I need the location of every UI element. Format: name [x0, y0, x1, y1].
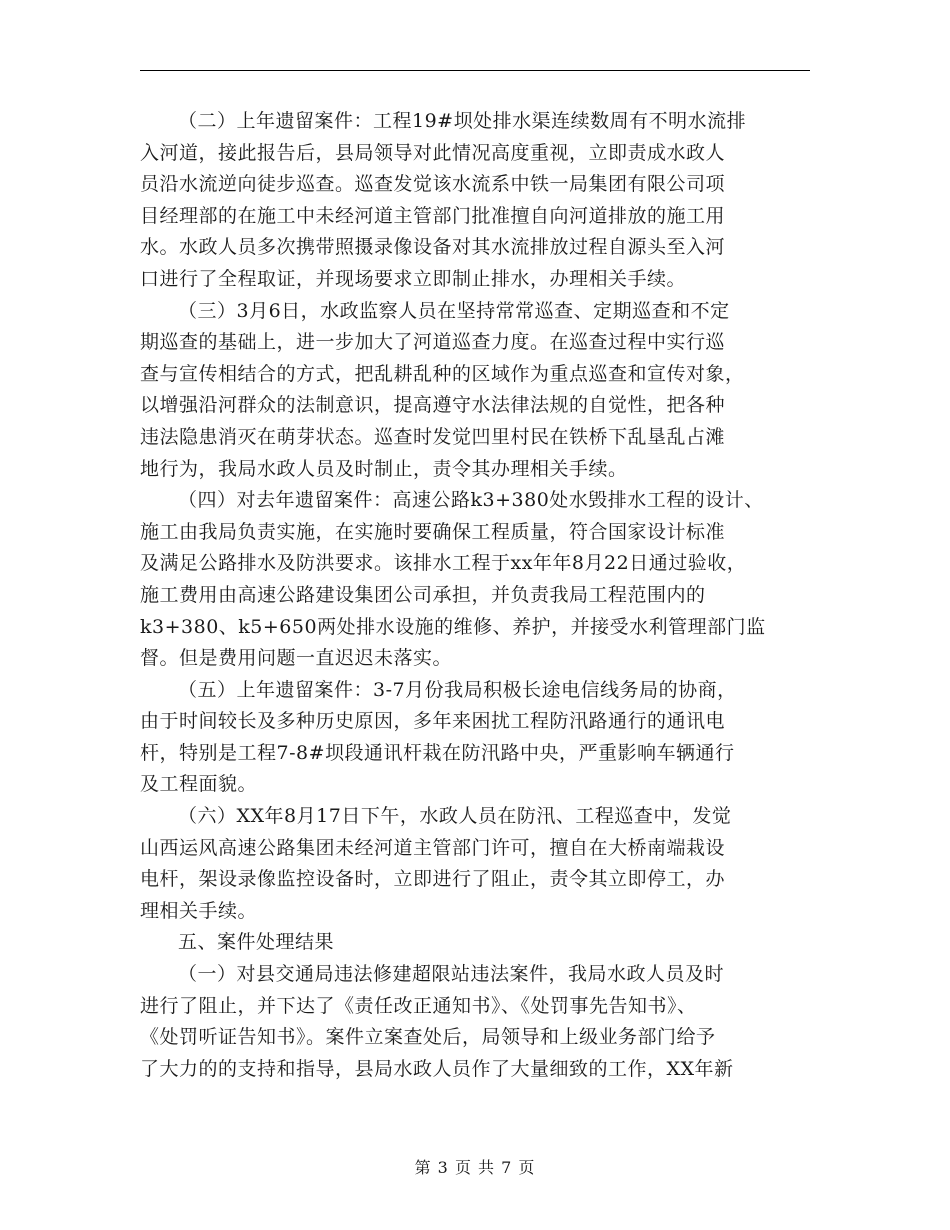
text-line: 地行为，我局水政人员及时制止，责令其办理相关手续。 — [140, 457, 628, 480]
page-footer — [0, 1155, 950, 1178]
text-line: 期巡查的基础上，进一步加大了河道巡查力度。在巡查过程中实行巡 — [140, 331, 726, 354]
section-heading-case-results — [140, 927, 810, 959]
text-line: 查与宣传相结合的方式，把乱耕乱种的区域作为重点巡查和宣传对象， — [140, 362, 745, 385]
header-rule — [140, 70, 810, 71]
text-line: （二）上年遗留案件：工程19#坝处排水渠连续数周有不明水流排 — [178, 110, 747, 132]
text-line: 及工程面貌。 — [140, 773, 258, 796]
page-number: 第 3 页 共 7 页 — [414, 1158, 536, 1177]
text-line: 由于时间较长及多种历史原因，多年来困扰工程防汛路通行的通讯电 — [140, 710, 726, 733]
text-line: 以增强沿河群众的法制意识，提高遵守水法律法规的自觉性，把各种 — [140, 394, 726, 417]
text-line: 违法隐患消灭在萌芽状态。巡查时发觉凹里村民在铁桥下乱垦乱占滩 — [140, 425, 726, 448]
text-line: （三）3月6日，水政监察人员在坚持常常巡查、定期巡查和不定 — [178, 299, 730, 322]
text-line: 进行了阻止，并下达了《责任改正通知书》、《处罚事先告知书》、 — [140, 994, 697, 1017]
paragraph-case-3 — [140, 296, 810, 486]
text-line: 及满足公路排水及防洪要求。该排水工程于xx年年8月22日通过验收， — [140, 552, 747, 575]
text-line: （六）XX年8月17日下午，水政人员在防汛、工程巡查中，发觉 — [178, 805, 732, 828]
text-line: 口进行了全程取证，并现场要求立即制止排水，办理相关手续。 — [140, 267, 687, 290]
text-line: 五、案件处理结果 — [178, 931, 335, 954]
text-line: 目经理部的在施工中未经河道主管部门批准擅自向河道排放的施工用 — [140, 204, 726, 227]
text-line: 电杆，架设录像监控设备时，立即进行了阻止，责令其立即停工，办 — [140, 868, 726, 891]
paragraph-case-2 — [140, 106, 810, 296]
text-line: 施工由我局负责实施，在实施时要确保工程质量，符合国家设计标准 — [140, 520, 726, 543]
text-line: 山西运风高速公路集团未经河道主管部门许可，擅自在大桥南端栽设 — [140, 836, 726, 859]
text-line: （一）对县交通局违法修建超限站违法案件，我局水政人员及时 — [178, 963, 725, 986]
text-line: 《处罚听证告知书》。案件立案查处后，局领导和上级业务部门给予 — [140, 1026, 716, 1049]
text-line: 杆，特别是工程7-8#坝段通讯杆栽在防汛路中央，严重影响车辆通行 — [140, 741, 735, 764]
text-line: 施工费用由高速公路建设集团公司承担，并负责我局工程范围内的 — [140, 583, 706, 606]
paragraph-case-4 — [140, 485, 810, 675]
text-line: 入河道，接此报告后，县局领导对此情况高度重视，立即责成水政人 — [140, 141, 726, 164]
document-body — [140, 106, 810, 1085]
text-line: k3+380、k5+650两处排水设施的维修、养护，并接受水利管理部门监 — [140, 615, 766, 638]
text-line: 督。但是费用问题一直迟迟未落实。 — [140, 647, 453, 670]
text-line: （五）上年遗留案件：3-7月份我局积极长途电信线务局的协商， — [178, 678, 737, 701]
paragraph-result-1 — [140, 959, 810, 1085]
text-line: 了大力的的支持和指导，县局水政人员作了大量细致的工作，XX年新 — [140, 1057, 734, 1080]
paragraph-case-6 — [140, 801, 810, 927]
text-line: 理相关手续。 — [140, 899, 258, 922]
paragraph-case-5 — [140, 675, 810, 801]
text-line: 水。水政人员多次携带照摄录像设备对其水流排放过程自源头至入河 — [140, 236, 726, 259]
text-line: 员沿水流逆向徒步巡查。巡查发觉该水流系中铁一局集团有限公司项 — [140, 173, 726, 196]
text-line: （四）对去年遗留案件：高速公路k3+380处水毁排水工程的设计、 — [178, 489, 764, 512]
